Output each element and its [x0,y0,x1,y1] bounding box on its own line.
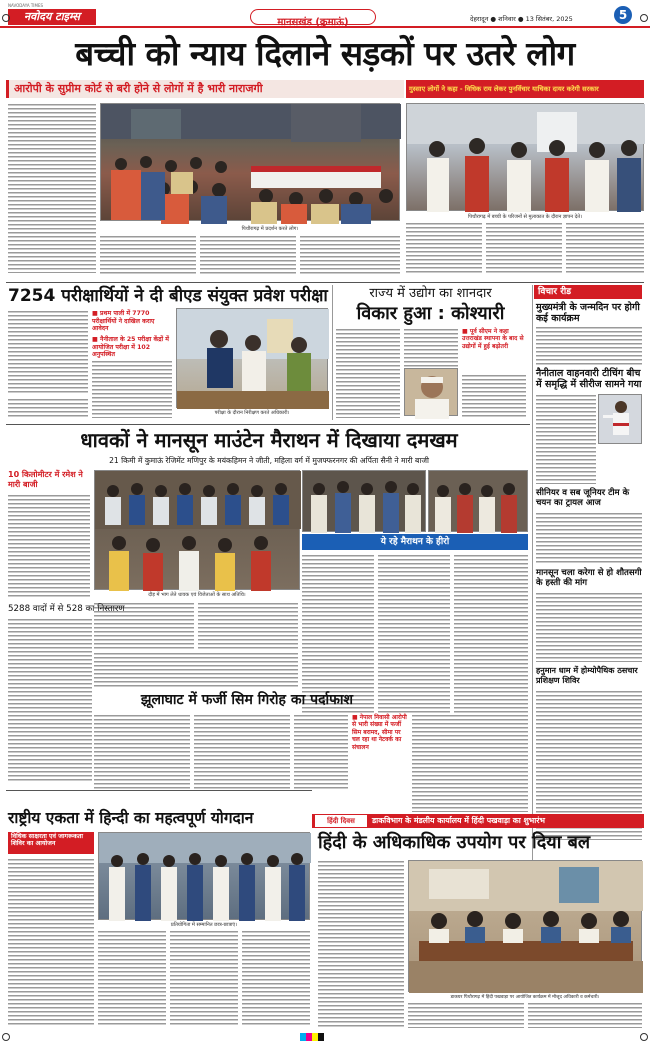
lead-photo-meeting [406,103,644,211]
marathon-winners-title: ये रहे मैराथन के हीरो [380,537,450,547]
divider-line [6,424,530,425]
vichar-head-2b-text: सीरीज सामने गया [579,379,642,390]
sim-body-col1 [94,714,190,790]
students-illustration [99,833,311,921]
lead-photo1-caption: पिथौरागढ़ में प्रदर्शन करते लोग। [241,226,299,232]
marathon-photo-2 [302,470,426,532]
sim-body-col2 [194,714,290,790]
paper-name: नवोदय टाइम्स [24,10,80,23]
koshyari-bullet-text: पूर्व सीएम ने कहा उत्तराखंड स्थापना के बाद से उद्योगों में हुई बढ़ोतरी [462,328,524,350]
masthead [0,0,650,28]
square-bullet-icon: ■ [462,328,470,335]
bed-bullet-2-text: नैनीताल के 25 परीक्षा केंद्रों में आयोजित परीक्षा में 102 अनुपस्थित [92,336,169,358]
koshyari-bullet [462,328,526,350]
hindi-unity-body-1 [98,930,166,1026]
vichar-head-4: मानसून चला करेगा से हो शौतसगी के हस्ती की मांग [536,568,642,588]
marathon-photo [94,470,300,590]
bed-photo [176,308,328,408]
date-line: देहरादून ● शनिवार ● 13 सितंबर, 2025 [470,15,573,23]
square-bullet-icon: ■ [92,336,101,343]
koshyari-photo [404,368,458,416]
disputes-headline: 5288 वादों में से 528 का निस्तारण [8,604,125,614]
marathon-body-col4 [454,554,528,714]
office-meeting-illustration [409,861,643,993]
lead-body-col7 [566,222,644,274]
lead-body-col2 [100,235,196,275]
small-mark: NAVODAYA TIMES [8,3,44,8]
marathon-headline: धावकों ने मानसून माउंटेन मैराथन में दिखाया दमखम [80,428,458,452]
hindi-diwas-banner [312,814,644,828]
koshyari-headline-2: विकार हुआ : कोश्यारी [356,303,505,324]
sim-bullet [352,714,408,751]
marathon-body-col6 [198,602,298,650]
marathon-side-head: 10 किलोमीटर में रमेश ने मारी बाजी [8,470,83,489]
hindi-diwas-body-col2 [408,1002,524,1028]
color-swatch [318,1033,324,1041]
hindi-unity-photo-caption: प्रतियोगिता में सम्मानित छात्र-छात्राएं। [170,922,238,928]
exam-hall-illustration [177,309,329,409]
vichar-head-2-text: नैनीताल वाहनवारी टीचिंग बीच में समृद्धि में [536,368,641,390]
lead-photo-protest [100,103,400,221]
hindi-unity-photo [98,832,310,920]
divider-line [6,790,312,791]
group-illustration [429,471,529,533]
lead-body-col1 [8,103,96,273]
lead-side-banner [406,80,644,98]
marathon-photo-3 [428,470,528,532]
koshyari-body-col2 [404,328,458,368]
sim-body-col3 [294,714,348,790]
hindi-unity-side-head-box [8,832,94,854]
hindi-unity-side-head: विधिक साक्षरता एवं जागरूकता शिविर का आयोजन [11,833,84,848]
lead-photo2-caption: पिथौरागढ़ में बच्ची के परिजनों से मुलाकात के दौरान ज्ञापन देते। [468,214,582,220]
page-number: 5 [618,8,628,22]
vichar-photo-karate [598,394,642,444]
registration-mark-icon [2,1033,10,1041]
hindi-unity-body-left [8,858,94,1026]
hindi-diwas-photo [408,860,642,992]
awards-illustration [303,471,427,533]
portrait-illustration [405,369,459,417]
marathon-photo-caption: दौड़ में भाग लेते धावक एवं विजेताओं के साथ अतिथि। [148,592,246,598]
vichar-body-3 [536,512,642,564]
sim-headline: झूलाघाट में फर्जी सिम गिरोह का पर्दाफाश [140,692,354,708]
hindi-unity-headline: राष्ट्रीय एकता में हिन्दी का महत्वपूर्ण योगदान [8,809,254,827]
vichar-head-2 [536,368,642,390]
registration-mark-icon [640,14,648,22]
koshyari-headline-1: राज्य में उद्योग का शानदार [369,286,492,301]
disputes-body [8,618,92,783]
vichar-label: विचार रीड [534,285,642,299]
bed-body-col3 [8,398,88,418]
page-number-badge [614,6,632,24]
lead-subhead: आरोपी के सुप्रीम कोर्ट से बरी होने से लोगों में है भारी नाराजगी [14,82,263,95]
hindi-diwas-body-col3 [528,1002,642,1028]
vichar-head-3: सीनियर व सब जूनियर टीम के चयन का ट्रायल आज [536,488,630,508]
lead-headline: बच्ची को न्याय दिलाने सड़कों पर उतरे लोग [75,34,575,73]
disputes-body-2 [94,652,298,688]
lead-subhead-bar [6,80,404,98]
registration-mark-icon [640,1033,648,1041]
hindi-diwas-banner-text: डाकविभाग के मंडलीय कार्यालय में हिंदी पखवाड़ा का शुभारंभ [372,816,545,825]
square-bullet-icon: ■ [352,714,360,721]
vichar-body-2 [536,394,596,484]
bed-headline: 7254 परीक्षार्थियों ने दी बीएड संयुक्त प्रवेश परीक्षा [8,286,328,306]
karate-illustration [599,395,643,445]
hindi-unity-body-2 [170,930,238,1026]
bed-photo-caption: परीक्षा के दौरान निरीक्षण करते अधिकारी। [214,410,290,416]
vichar-body-1 [536,326,642,366]
sim-bullet-text: नेपाल निवासी आरोपी से भारी संख्या में फर्जी सिम बरामद, सीमा पर चल रहा था नेटवर्क का संचालन [352,714,407,751]
paper-name-logo [8,9,96,25]
koshyari-body-col3 [462,374,526,418]
bed-bullet-1 [92,310,172,333]
hindi-diwas-tag: हिंदी दिवस [315,815,367,827]
marathon-body-col1 [8,494,90,598]
hindi-unity-body-3 [242,930,310,1026]
runners-illustration [95,471,301,591]
lead-side-banner-text: गुस्साए लोगों ने कहा - विधिक राय लेकर पुनर्विचार याचिका दायर करेगी सरकार [409,85,599,93]
bed-bullet-2 [92,336,172,359]
divider-line [6,282,644,283]
sim-body-col4 [412,714,528,812]
square-bullet-icon: ■ [92,310,101,317]
vichar-body-4 [536,592,642,662]
hindi-diwas-photo-caption: डाकघर पिथौरागढ़ में हिंदी पखवाड़ा पर आयोजित कार्यक्रम में मौजूद अधिकारी व कर्मचारी। [450,995,600,1000]
marathon-winners-box [302,534,528,550]
marathon-subhead: 21 किमी में कुमाऊं रेजिमेंट मणिपुर के मयंकहिमन ने जीती, महिला वर्ग में मुजफ्फरनगर की अर्पिता सैनी ने मारी बाजी [109,456,429,465]
lead-body-col6 [486,222,562,274]
vichar-head-5: हनुमान धाम में होम्योपैथिक ठसचार प्रशिक्षण शिविर [536,666,638,685]
vichar-head-1: मुख्यमंत्री के जन्मदिन पर होगी कई कार्यक्रम [536,302,640,324]
lead-body-col3 [200,235,296,275]
meeting-illustration [407,104,645,212]
edition-box [250,9,376,28]
edition-name: मानसखंड (कुमाऊं) [277,17,349,28]
lead-body-col4 [300,235,400,275]
crowd-illustration [101,104,401,222]
hindi-diwas-body-col1 [318,860,404,1028]
hindi-diwas-headline: हिंदी के अधिकाधिक उपयोग पर दिया बल [318,832,591,853]
bed-bullet-1-text: प्रथम पाली में 7770 परीक्षार्थियों ने दाखिल कराए आवेदन [92,310,155,332]
lead-body-col5 [406,222,482,274]
bed-body-col2 [92,360,172,418]
registration-mark-icon [2,14,10,22]
bed-body-col1 [8,310,88,395]
koshyari-body-col1 [336,328,400,418]
